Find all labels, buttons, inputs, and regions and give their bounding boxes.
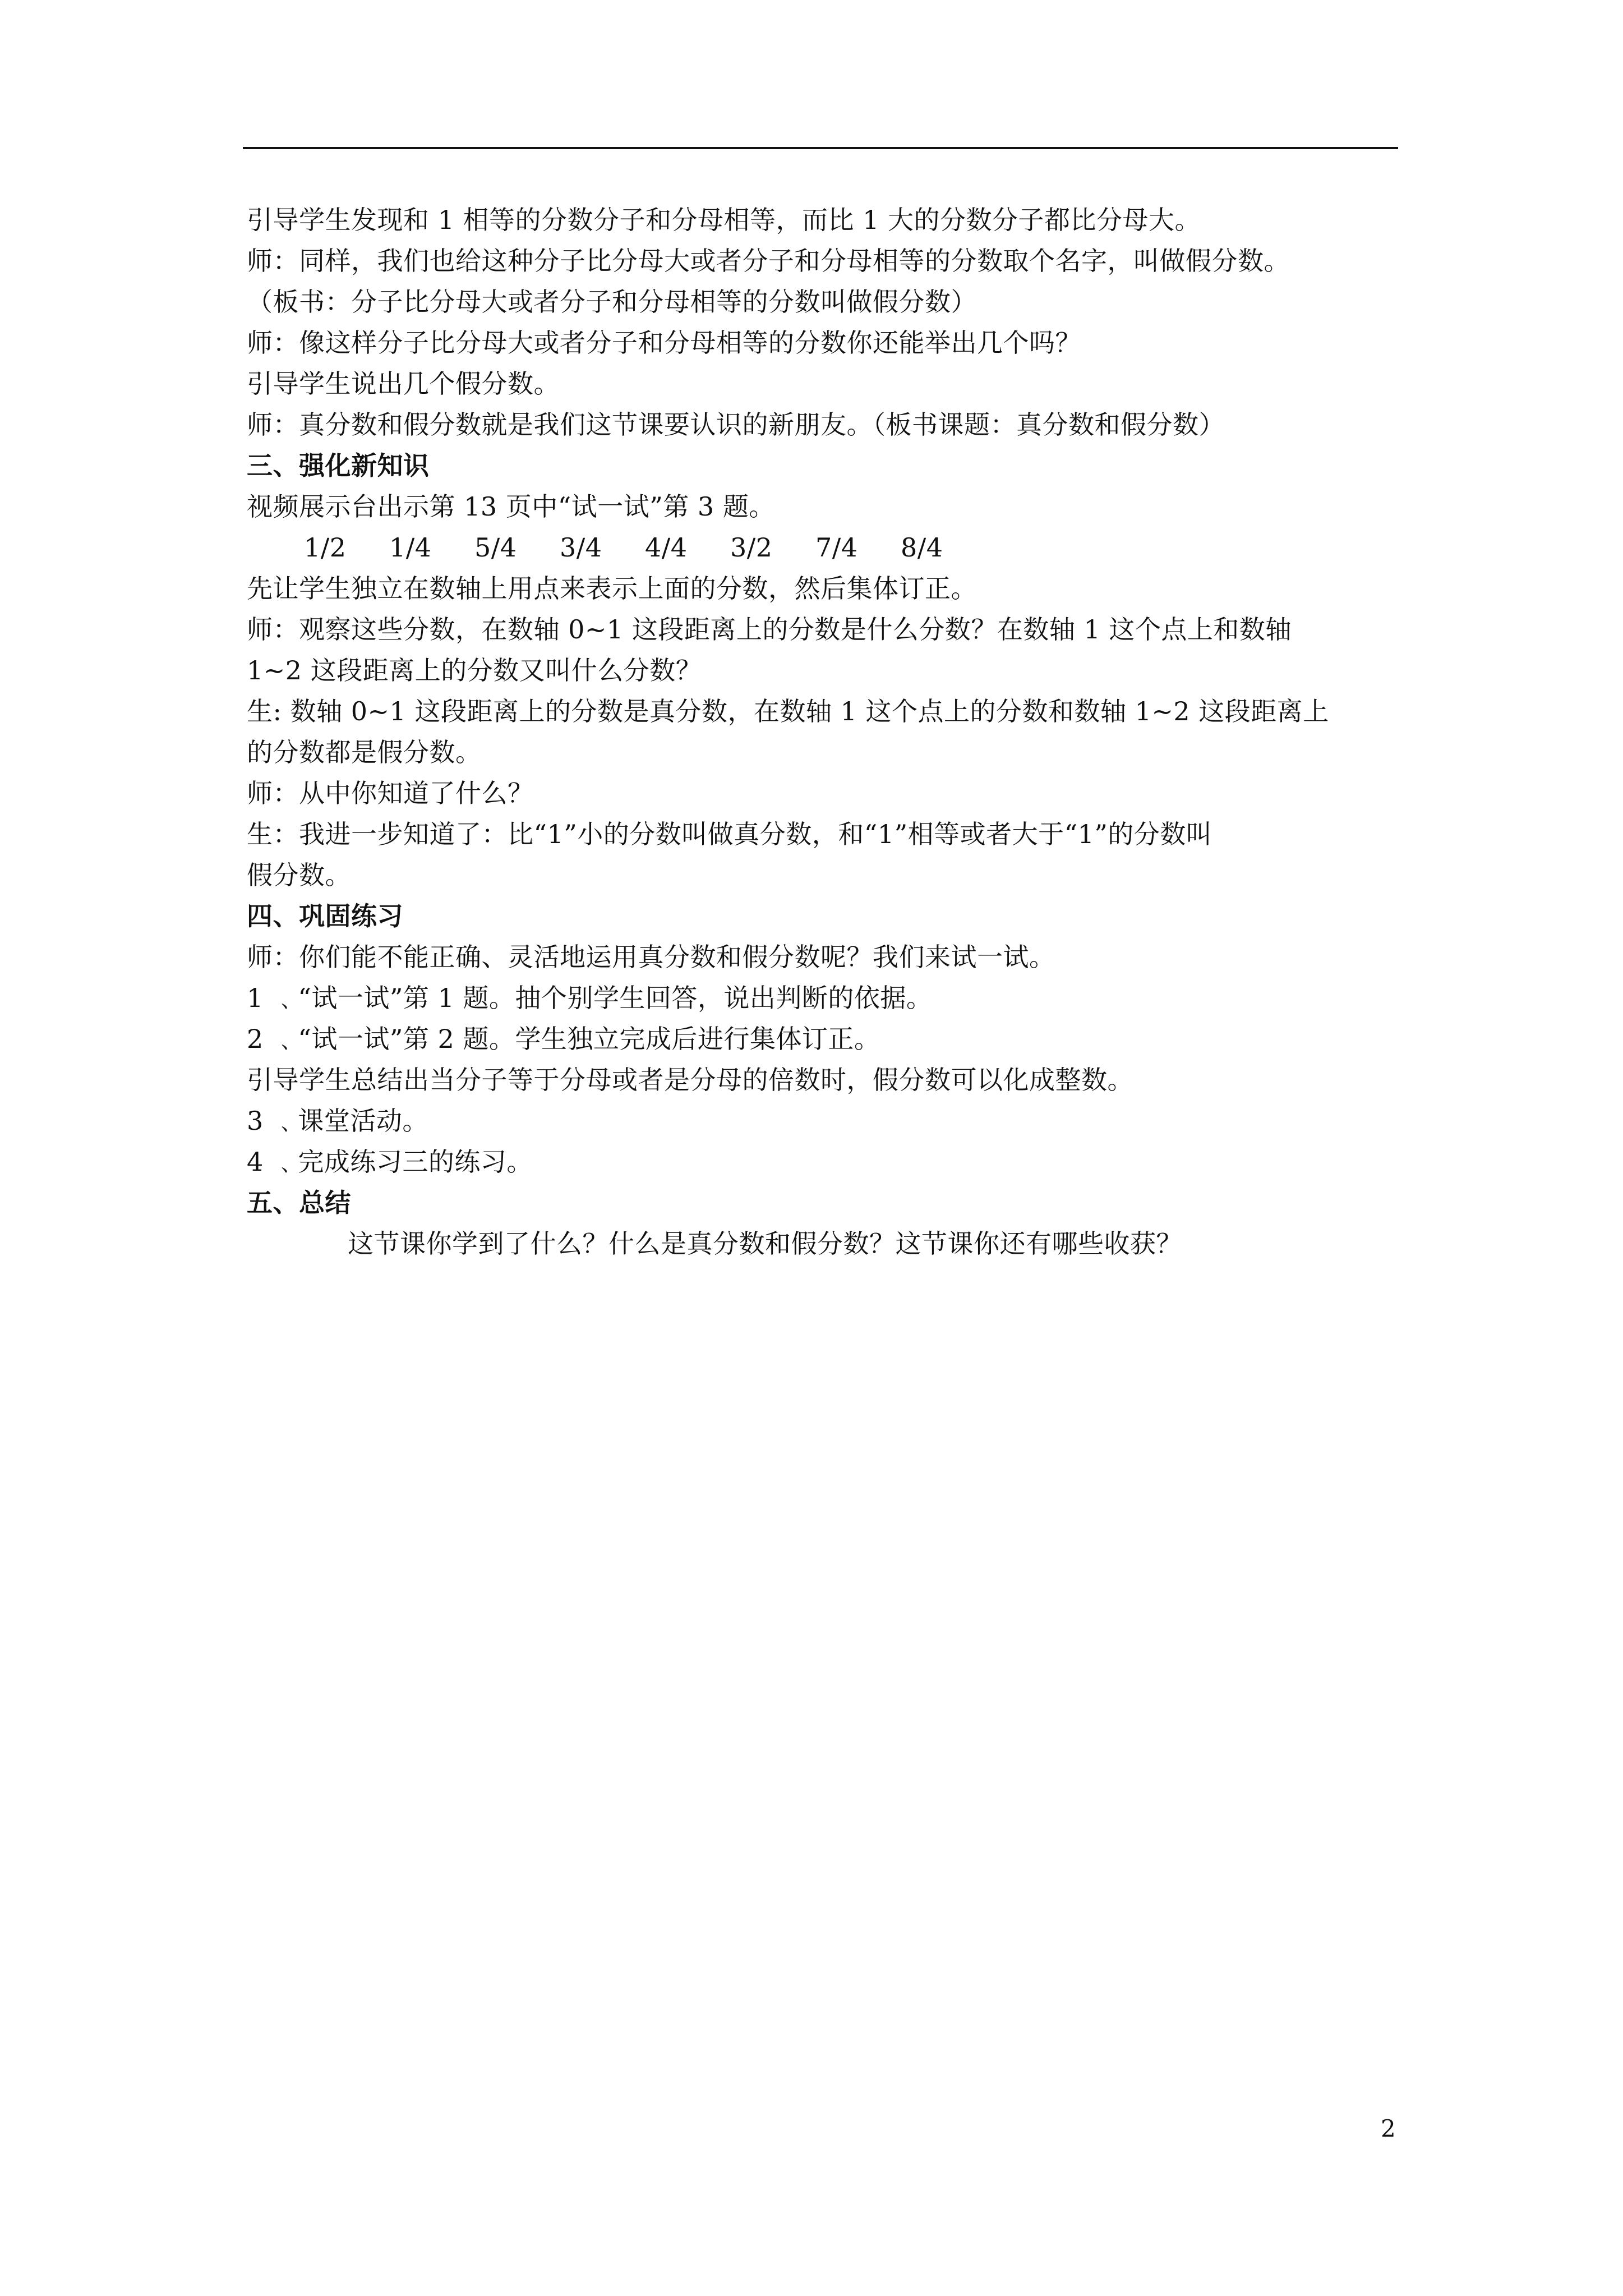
paragraph-line: 师：同样，我们也给这种分子比分母大或者分子和分母相等的分数取个名字，叫做假分数。 <box>247 246 1290 276</box>
paragraph-line: 师：真分数和假分数就是我们这节课要认识的新朋友。（板书课题：真分数和假分数） <box>247 409 1225 440</box>
fraction-item: 1/2 <box>304 532 347 563</box>
document-body <box>247 200 1408 1264</box>
paragraph-line: 生: 数轴 0~1 这段距离上的分数是真分数，在数轴 1 这个点上的分数和数轴 1~2 这段距离上 <box>247 696 1329 726</box>
fraction-item: 8/4 <box>901 532 943 563</box>
paragraph-line: 2 ﹑“试一试”第 2 题。学生独立完成后进行集体订正。 <box>247 1024 880 1054</box>
paragraph-line: 引导学生说出几个假分数。 <box>247 369 560 399</box>
page-number: 2 <box>1381 2115 1396 2142</box>
paragraph-line: 引导学生总结出当分子等于分母或者是分母的倍数时，假分数可以化成整数。 <box>247 1065 1133 1095</box>
paragraph-line: 先让学生独立在数轴上用点来表示上面的分数，然后集体订正。 <box>247 573 977 604</box>
paragraph-line: 师：你们能不能正确、灵活地运用真分数和假分数呢？我们来试一试。 <box>247 942 1055 972</box>
paragraph-line: 师：观察这些分数，在数轴 0~1 这段距离上的分数是什么分数？在数轴 1 这个点上和数轴 <box>247 614 1292 645</box>
paragraph-line: 师：像这样分子比分母大或者分子和分母相等的分数你还能举出几个吗？ <box>247 328 1081 358</box>
fraction-item: 4/4 <box>645 532 688 563</box>
fraction-item: 7/4 <box>815 532 858 563</box>
paragraph-line: 引导学生发现和 1 相等的分数分子和分母相等，而比 1 大的分数分子都比分母大。 <box>247 205 1201 235</box>
fraction-item: 5/4 <box>474 532 517 563</box>
paragraph-line: （板书：分子比分母大或者分子和分母相等的分数叫做假分数） <box>247 287 977 317</box>
summary-line: 这节课你学到了什么？什么是真分数和假分数？这节课你还有哪些收获？ <box>348 1228 1182 1259</box>
section-heading-4: 四、巩固练习 <box>247 901 403 931</box>
fraction-item: 1/4 <box>389 532 432 563</box>
fraction-item: 3/2 <box>730 532 773 563</box>
paragraph-line: 3 ﹑课堂活动。 <box>247 1106 428 1136</box>
paragraph-line: 1~2 这段距离上的分数又叫什么分数？ <box>247 655 702 685</box>
paragraph-line: 1 ﹑“试一试”第 1 题。抽个别学生回答，说出判断的依据。 <box>247 983 933 1013</box>
paragraph-line: 生：我进一步知道了：比“1”小的分数叫做真分数，和“1”相等或者大于“1”的分数叫 <box>247 819 1212 849</box>
fraction-list <box>247 527 1408 568</box>
header-rule <box>243 147 1398 149</box>
paragraph-line: 4 ﹑完成练习三的练习。 <box>247 1147 533 1177</box>
section-heading-3: 三、强化新知识 <box>247 450 430 481</box>
fraction-item: 3/4 <box>560 532 602 563</box>
paragraph-line: 视频展示台出示第 13 页中“试一试”第 3 题。 <box>247 491 775 522</box>
paragraph-line: 师：从中你知道了什么？ <box>247 778 534 808</box>
paragraph-line: 的分数都是假分数。 <box>247 737 482 767</box>
section-heading-5: 五、总结 <box>247 1188 351 1218</box>
paragraph-line: 假分数。 <box>247 860 351 890</box>
